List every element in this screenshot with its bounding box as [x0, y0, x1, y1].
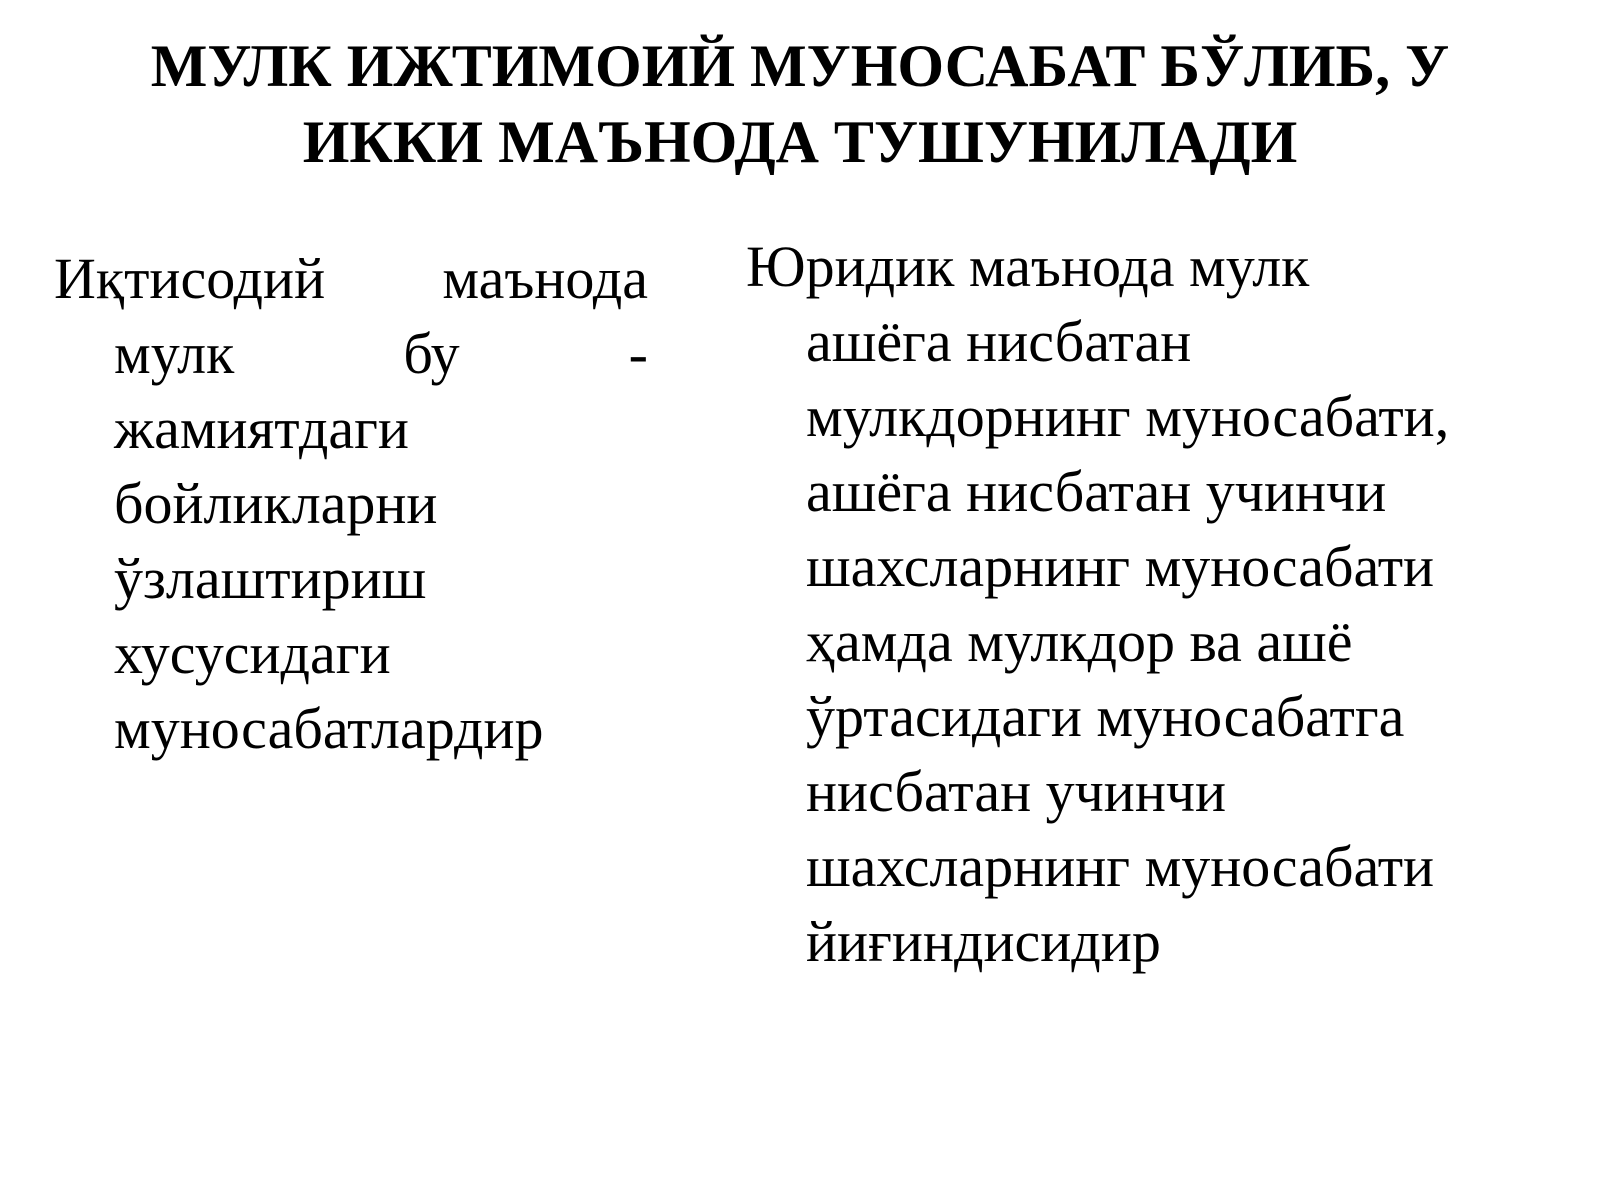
word: маънода: [442, 246, 648, 311]
text-line: ҳамда мулкдор ва ашё: [806, 609, 1353, 674]
text-line: ашёга нисбатан: [806, 309, 1192, 374]
legal-meaning-text: [746, 229, 1586, 979]
slide-title: [80, 28, 1520, 180]
slide-title-line: МУЛК ИЖТИМОИЙ МУНОСАБАТ БЎЛИБ, У: [150, 33, 1450, 99]
text-line: ашёга нисбатан учинчи: [806, 459, 1387, 524]
text-line: [54, 316, 648, 391]
text-line: йиғиндисидир: [806, 909, 1161, 974]
text-line: бойликларни: [114, 471, 438, 536]
text-line: [54, 241, 648, 316]
word: Иқтисодий: [54, 246, 326, 311]
text-line: Юридик маънода мулк: [746, 234, 1310, 299]
slide-title-line: ИККИ МАЪНОДА ТУШУНИЛАДИ: [302, 109, 1298, 175]
text-line: шахсларнинг муносабати: [806, 534, 1435, 599]
word: бу: [403, 321, 460, 386]
text-line: нисбатан учинчи: [806, 759, 1227, 824]
economic-meaning-text: [54, 241, 648, 766]
text-line: мулкдорнинг муносабати,: [806, 384, 1450, 449]
word: -: [628, 321, 648, 386]
text-line: шахсларнинг муносабати: [806, 834, 1435, 899]
text-line: хусусидаги: [114, 621, 391, 686]
text-line: ўзлаштириш: [114, 546, 427, 611]
text-line: жамиятдаги: [114, 396, 409, 461]
word: мулк: [114, 321, 235, 386]
text-line: муносабатлардир: [114, 696, 544, 761]
text-line: ўртасидаги муносабатга: [806, 684, 1405, 749]
